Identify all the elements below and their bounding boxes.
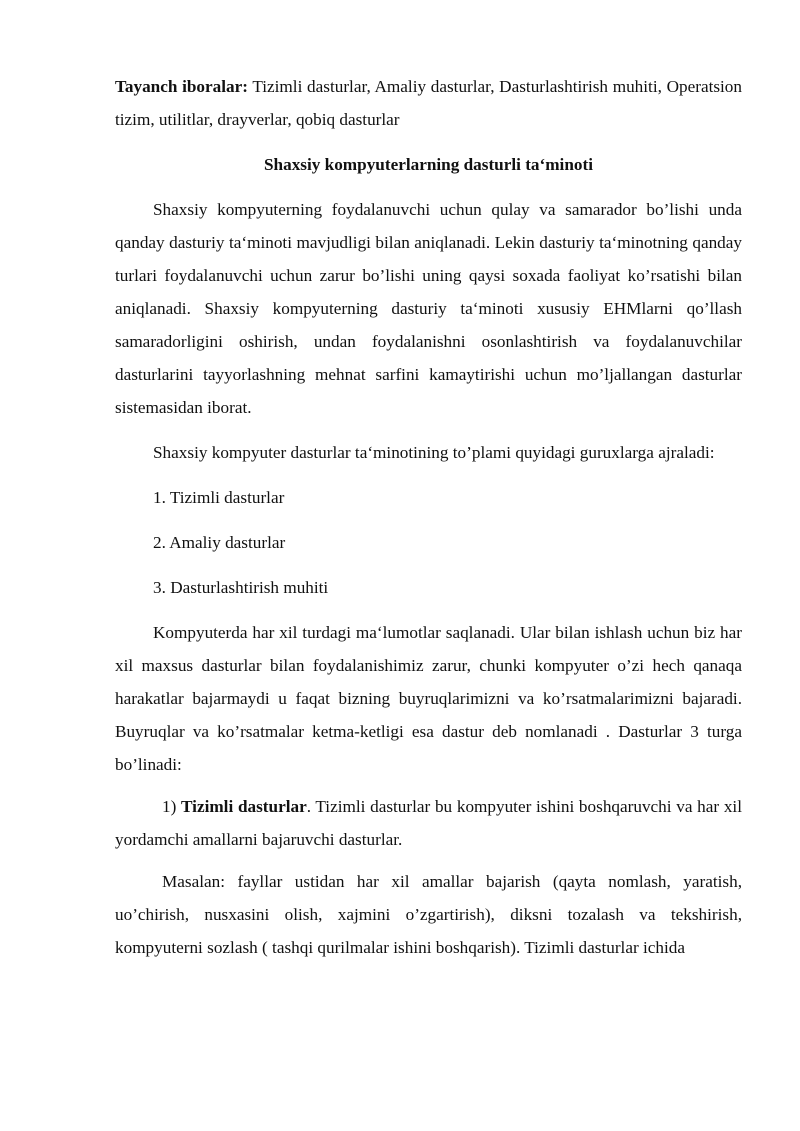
system-programs-term: Tizimli dasturlar [181,797,307,816]
paragraph-examples: Masalan: fayllar ustidan har xil amallar bajarish (qayta nomlash, yaratish, uo’chirish, nusxasini olish, xajmini o’zgartirish), diksni tozalash va tekshirish, kompyuterni sozlash ( tashqi qurilmalar ishini boshqarish). Tizimli dasturlar ichida [115,872,742,957]
list-item-system-programs: 1. Tizimli dasturlar [153,488,285,507]
paragraph-system-programs [115,790,742,856]
system-programs-definition: . Tizimli dasturlar bu kompyuter ishini boshqaruvchi va har xil yordamchi amallarni bajaruvchi dasturlar. [115,797,742,849]
list-item-application-programs: 2. Amaliy dasturlar [153,533,286,552]
paragraph-program-types: Kompyuterda har xil turdagi ma‘lumotlar saqlanadi. Ular bilan ishlash uchun biz har xil maxsus dasturlar bilan foydalanishimiz zarur, chunki kompyuter o’zi hech qanaqa harakatlar bajarmaydi u faqat bizning buyruqlarimizni va ko’rsatmalarimizni bajaradi. Buyruqlar va ko’rsatmalar ketma-ketligi esa dastur deb nomlanadi . Dasturlar 3 turga bo’linadi: [115,623,742,774]
paragraph-intro: Shaxsiy kompyuterning foydalanuvchi uchun qulay va samarador bo’lishi unda qanday dasturiy ta‘minoti mavjudligi bilan aniqlanadi. Lekin dasturiy ta‘minotning qanday turlari foydalanuvchi uchun zarur bo’lishi uning qaysi soxada faoliyat ko’rsatishi bilan aniqlanadi. Shaxsiy kompyuterning dasturiy ta‘minoti xususiy EHMlarni qo’llash samaradorligini oshirish, undan foydalanishni osonlashtirish va foydalanuvchilar dasturlarini tayyorlashning mehnat sarfini kamaytirishi uchun mo’ljallangan dasturlar sistemasidan iborat. [115,200,742,417]
system-programs-number: 1) [162,797,182,816]
document-page [115,70,742,964]
list-item-programming-environment: 3. Dasturlashtirish muhiti [153,578,329,597]
keywords-text: Tizimli dasturlar, Amaliy dasturlar, Dasturlashtirish muhiti, Operatsion tizim, utilitlar, drayverlar, qobiq dasturlar [115,77,742,129]
paragraph-groups: Shaxsiy kompyuter dasturlar ta‘minotining to’plami quyidagi guruxlarga ajraladi: [153,443,715,462]
keywords-paragraph [115,70,742,136]
keywords-label: Tayanch iboralar: [115,77,248,96]
section-heading: Shaxsiy kompyuterlarning dasturli ta‘minoti [264,155,593,174]
